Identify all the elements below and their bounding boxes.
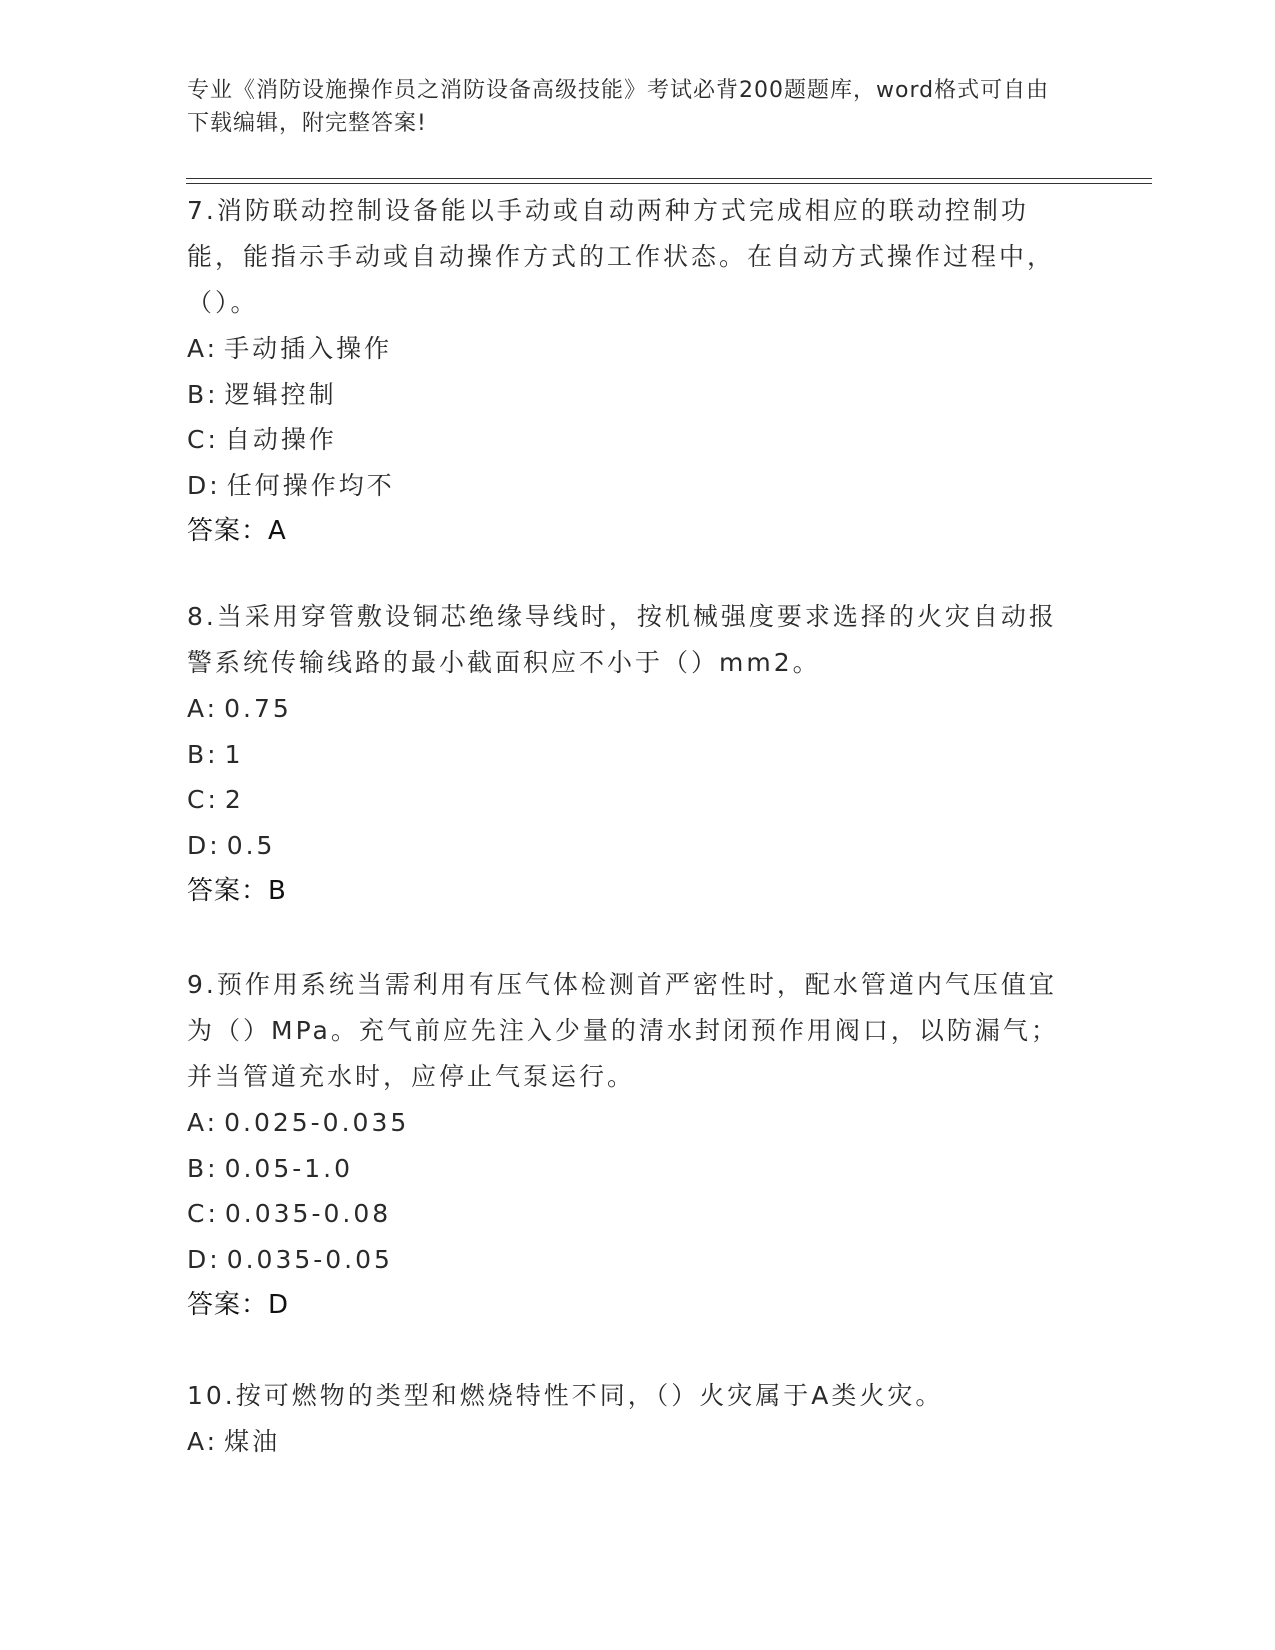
option-a <box>187 686 1067 732</box>
option-text: 煤油 <box>224 1427 281 1456</box>
header-divider-top <box>186 178 1152 179</box>
option-c <box>187 777 1067 823</box>
option-letter: D: <box>187 830 221 860</box>
option-d <box>187 823 1067 869</box>
answer-label: 答案：B <box>187 876 287 906</box>
option-text: 任何操作均不 <box>226 470 395 500</box>
option-letter: A: <box>187 1427 219 1456</box>
option-letter: C: <box>187 1199 219 1228</box>
option-letter: C: <box>187 425 219 454</box>
option-text: 逻辑控制 <box>224 379 337 409</box>
document-header: 专业《消防设施操作员之消防设备高级技能》考试必背200题题库，word格式可自由下载编辑，附完整答案! <box>187 78 1050 136</box>
option-c <box>187 1191 1067 1237</box>
option-text: 0.75 <box>224 694 292 723</box>
question-text: 9.预作用系统当需利用有压气体检测首严密性时，配水管道内气压值宜为（）MPa。充气前应先注入少量的清水封闭预作用阀口，以防漏气；并当管道充水时，应停止气泵运行。 <box>187 970 1059 1091</box>
option-text: 0.035-0.08 <box>224 1199 392 1228</box>
option-a <box>187 1419 1067 1465</box>
option-letter: A: <box>187 334 219 363</box>
option-text: 0.5 <box>226 830 276 860</box>
answer-label: 答案：A <box>187 516 287 546</box>
option-text: 2 <box>224 785 244 814</box>
option-text: 自动操作 <box>224 425 337 454</box>
option-text: 0.025-0.035 <box>224 1108 410 1137</box>
question-10 <box>187 1373 1067 1465</box>
option-b <box>187 1146 1067 1192</box>
option-b <box>187 372 1067 418</box>
question-text: 7.消防联动控制设备能以手动或自动两种方式完成相应的联动控制功能，能指示手动或自动操作方式的工作状态。在自动方式操作过程中，（）。 <box>187 196 1056 317</box>
question-7 <box>187 188 1067 554</box>
option-letter: A: <box>187 694 219 723</box>
option-d <box>187 1237 1067 1283</box>
question-text: 8.当采用穿管敷设铜芯绝缘导线时，按机械强度要求选择的火灾自动报警系统传输线路的最小截面积应不小于（）mm2。 <box>187 602 1057 677</box>
option-d <box>187 463 1067 509</box>
option-letter: B: <box>187 379 219 409</box>
question-text: 10.按可燃物的类型和燃烧特性不同，（）火灾属于A类火灾。 <box>187 1381 944 1410</box>
option-text: 1 <box>224 739 244 769</box>
option-letter: C: <box>187 785 219 814</box>
question-8 <box>187 594 1067 914</box>
option-letter: B: <box>187 739 219 769</box>
question-9 <box>187 962 1067 1328</box>
option-letter: D: <box>187 1244 221 1274</box>
header-divider-bottom <box>186 183 1152 184</box>
option-text: 0.05-1.0 <box>224 1153 354 1183</box>
option-a <box>187 1100 1067 1146</box>
option-b <box>187 732 1067 778</box>
option-text: 手动插入操作 <box>224 334 393 363</box>
option-text: 0.035-0.05 <box>226 1244 393 1274</box>
option-letter: B: <box>187 1153 219 1183</box>
answer-label: 答案：D <box>187 1290 290 1320</box>
option-letter: D: <box>187 470 221 500</box>
option-c <box>187 417 1067 463</box>
option-a <box>187 326 1067 372</box>
option-letter: A: <box>187 1108 219 1137</box>
